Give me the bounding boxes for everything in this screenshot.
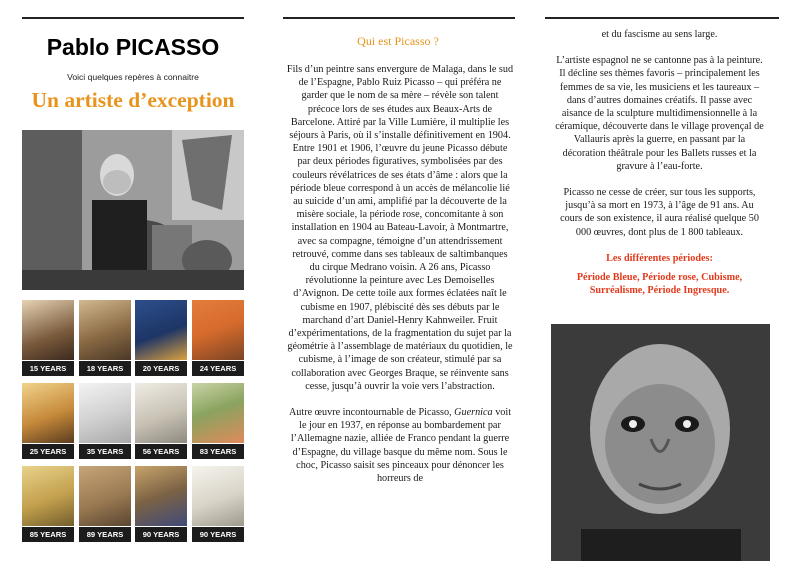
portrait-tile bbox=[192, 383, 244, 459]
middle-column-text bbox=[286, 63, 514, 498]
right-column-text bbox=[553, 28, 766, 297]
portrait-tile bbox=[192, 300, 244, 376]
age-label: 24 YEARS bbox=[192, 361, 244, 376]
tagline: Un artiste d’exception bbox=[31, 88, 235, 112]
portrait-tile bbox=[135, 383, 187, 459]
paragraph: et du fascisme au sens large. bbox=[601, 29, 718, 40]
top-rule-left bbox=[22, 17, 244, 19]
age-label: 85 YEARS bbox=[22, 527, 74, 542]
periods-heading: Les différentes périodes: bbox=[606, 252, 713, 264]
paragraph: Autre œuvre incontournable de Picasso, Guernica voit le jour en 1937, en réponse au bombardement par l’Allemagne nazie, alliée de Franco pendant la guerre d’Espagne, du village basque du même nom. Sous le choc, Picasso saisit ses pinceaux pour dénoncer les horreurs de bbox=[288, 407, 512, 485]
portrait-tile bbox=[135, 300, 187, 376]
periods-list: Période Bleue, Période rose, Cubisme, Surréalisme, Période Ingresque. bbox=[576, 272, 743, 297]
portrait-tile bbox=[22, 466, 74, 542]
age-label: 89 YEARS bbox=[79, 527, 131, 542]
age-label: 56 YEARS bbox=[135, 444, 187, 459]
portrait-tile bbox=[79, 383, 131, 459]
age-label: 90 YEARS bbox=[192, 527, 244, 542]
age-label: 25 YEARS bbox=[22, 444, 74, 459]
portrait-tile bbox=[79, 300, 131, 376]
subtitle: Voici quelques repères à connaitre bbox=[67, 72, 199, 82]
age-label: 20 YEARS bbox=[135, 361, 187, 376]
portrait-tile bbox=[192, 466, 244, 542]
portrait-tile bbox=[79, 466, 131, 542]
age-label: 18 YEARS bbox=[79, 361, 131, 376]
top-rule-right bbox=[545, 17, 779, 19]
page-title: Pablo PICASSO bbox=[46, 34, 220, 60]
picasso-studio-photo bbox=[22, 130, 244, 290]
picasso-portrait-photo bbox=[551, 324, 770, 561]
portrait-tile bbox=[135, 466, 187, 542]
top-rule-middle bbox=[283, 17, 515, 19]
age-label: 15 YEARS bbox=[22, 361, 74, 376]
section-heading: Qui est Picasso ? bbox=[357, 34, 439, 48]
paragraph: Fils d’un peintre sans envergure de Malaga, dans le sud de l’Espagne, Pablo Ruiz Picasso – qui préféra ne garder que le nom de sa mère – révèle son talent précoce lors de ses études aux Beaux-Arts de Barcelone. Attiré par la Ville Lumière, il multiplie les séjours à Paris, où il s’installe définitivement en 1904. Entre 1901 et 1906, l’œuvre du jeune Picasso débute par deux périodes figuratives, symbolisées par des couleurs révélatrices de ses états d’âme : alors que la période bleue correspond à un accès de mélancolie lié au suicide d’un ami, amplifié par la découverte de la misère sociale, la période rose, concomitante à son installation en 1904 au Bateau-Lavoir, à Montmartre, avec sa compagne, témoigne d’un attendrissement retrouvé, comme dans ses tableaux de saltimbanques du cirque Medrano voisin. A 26 ans, Picasso révolutionne la peinture avec Les Demoiselles d’Avignon. De cette toile aux formes éclatées naît le cubisme en 1907, plébiscité dès ses débuts par le marchand d’art Daniel-Henry Kahnweiler. Fruit d’expérimentations, de la fragmentation du sujet par la géométrie à l’assemblage de matériaux du quotidien, le cubisme, à l’image de son créateur, stimulé par sa collaboration avec Georges Braque, se réinvente sans cesse, jusqu’à ouvrir la voie vers l’abstraction. bbox=[286, 64, 514, 392]
age-label: 35 YEARS bbox=[79, 444, 131, 459]
age-label: 90 YEARS bbox=[135, 527, 187, 542]
age-label: 83 YEARS bbox=[192, 444, 244, 459]
paragraph: Picasso ne cesse de créer, sur tous les supports, jusqu’à sa mort en 1973, à l’âge de 91 ans. Au cours de son existence, il aura réalisé quelque 50 000 œuvres, dont plus de 1 800 tableaux. bbox=[560, 187, 759, 238]
portrait-tile bbox=[22, 383, 74, 459]
paragraph: L’artiste espagnol ne se cantonne pas à la peinture. Il décline ses thèmes favoris – principalement les femmes de sa vie, les musiciens et les taureaux – dans d’autres domaines créatifs. Il passe avec aisance de la sculpture multidimensionnelle à la céramique, découverte dans le village provençal de Vallauris après la guerre, en passant par la décoration théâtrale pour les Ballets russes et la gravure à l’eau-forte. bbox=[555, 55, 764, 172]
portrait-tile bbox=[22, 300, 74, 376]
